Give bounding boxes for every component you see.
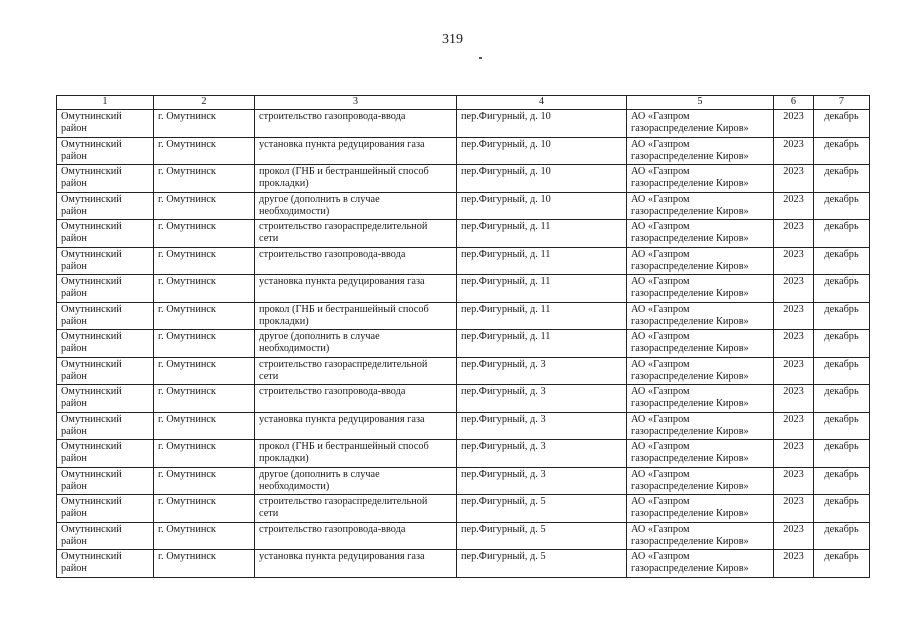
cell-month: декабрь [814,467,870,495]
table-row [57,550,870,578]
cell-year: 2023 [774,220,814,248]
cell-organization: АО «Газпром газораспределение Киров» [627,550,774,578]
cell-year: 2023 [774,165,814,193]
cell-year: 2023 [774,357,814,385]
cell-district: Омутнинский район [57,330,154,358]
header-row [57,96,870,110]
cell-district: Омутнинский район [57,192,154,220]
cell-address: пер.Фигурный, д. 3 [457,412,627,440]
cell-address: пер.Фигурный, д. 5 [457,550,627,578]
cell-settlement: г. Омутнинск [154,385,255,413]
cell-organization: АО «Газпром газораспределение Киров» [627,220,774,248]
cell-work-type: прокол (ГНБ и бестраншейный способ прокладки) [255,302,457,330]
cell-address: пер.Фигурный, д. 3 [457,385,627,413]
cell-district: Омутнинский район [57,137,154,165]
cell-month: декабрь [814,495,870,523]
column-header-5: 5 [627,96,774,110]
cell-month: декабрь [814,192,870,220]
cell-work-type: установка пункта редуцирования газа [255,275,457,303]
cell-settlement: г. Омутнинск [154,275,255,303]
cell-settlement: г. Омутнинск [154,330,255,358]
cell-year: 2023 [774,550,814,578]
cell-settlement: г. Омутнинск [154,192,255,220]
table-body [57,110,870,578]
cell-district: Омутнинский район [57,550,154,578]
cell-district: Омутнинский район [57,385,154,413]
cell-address: пер.Фигурный, д. 10 [457,110,627,138]
cell-organization: АО «Газпром газораспределение Киров» [627,192,774,220]
cell-month: декабрь [814,275,870,303]
cell-settlement: г. Омутнинск [154,137,255,165]
cell-settlement: г. Омутнинск [154,522,255,550]
cell-year: 2023 [774,495,814,523]
cell-settlement: г. Омутнинск [154,220,255,248]
table-row [57,467,870,495]
cell-organization: АО «Газпром газораспределение Киров» [627,412,774,440]
cell-address: пер.Фигурный, д. 10 [457,137,627,165]
work-schedule-table [56,95,870,578]
cell-settlement: г. Омутнинск [154,247,255,275]
cell-organization: АО «Газпром газораспределение Киров» [627,440,774,468]
cell-work-type: строительство газораспределительной сети [255,220,457,248]
column-header-6: 6 [774,96,814,110]
cell-settlement: г. Омутнинск [154,165,255,193]
cell-month: декабрь [814,385,870,413]
cell-district: Омутнинский район [57,220,154,248]
cell-work-type: строительство газопровода-ввода [255,247,457,275]
cell-address: пер.Фигурный, д. 3 [457,357,627,385]
cell-district: Омутнинский район [57,302,154,330]
cell-year: 2023 [774,412,814,440]
cell-month: декабрь [814,440,870,468]
cell-address: пер.Фигурный, д. 11 [457,302,627,330]
table-row [57,440,870,468]
cell-organization: АО «Газпром газораспределение Киров» [627,110,774,138]
cell-work-type: строительство газопровода-ввода [255,110,457,138]
cell-year: 2023 [774,302,814,330]
cell-year: 2023 [774,467,814,495]
cell-settlement: г. Омутнинск [154,495,255,523]
cell-address: пер.Фигурный, д. 5 [457,495,627,523]
cell-settlement: г. Омутнинск [154,302,255,330]
cell-district: Омутнинский район [57,495,154,523]
cell-work-type: установка пункта редуцирования газа [255,412,457,440]
cell-month: декабрь [814,330,870,358]
cell-address: пер.Фигурный, д. 10 [457,165,627,193]
column-header-7: 7 [814,96,870,110]
cell-month: декабрь [814,522,870,550]
column-header-3: 3 [255,96,457,110]
cell-work-type: строительство газопровода-ввода [255,522,457,550]
cell-year: 2023 [774,110,814,138]
cell-address: пер.Фигурный, д. 11 [457,275,627,303]
cell-organization: АО «Газпром газораспределение Киров» [627,165,774,193]
cell-district: Омутнинский район [57,467,154,495]
table-row [57,275,870,303]
cell-work-type: установка пункта редуцирования газа [255,137,457,165]
cell-work-type: строительство газопровода-ввода [255,385,457,413]
cell-month: декабрь [814,110,870,138]
cell-organization: АО «Газпром газораспределение Киров» [627,495,774,523]
cell-year: 2023 [774,330,814,358]
cell-settlement: г. Омутнинск [154,357,255,385]
cell-organization: АО «Газпром газораспределение Киров» [627,357,774,385]
table-row [57,385,870,413]
cell-year: 2023 [774,275,814,303]
table-row [57,220,870,248]
cell-work-type: строительство газораспределительной сети [255,357,457,385]
cell-address: пер.Фигурный, д. 3 [457,440,627,468]
column-header-2: 2 [154,96,255,110]
cell-settlement: г. Омутнинск [154,550,255,578]
cell-year: 2023 [774,137,814,165]
cell-district: Омутнинский район [57,110,154,138]
cell-year: 2023 [774,247,814,275]
table-row [57,522,870,550]
cell-organization: АО «Газпром газораспределение Киров» [627,137,774,165]
cell-year: 2023 [774,192,814,220]
cell-month: декабрь [814,302,870,330]
cell-district: Омутнинский район [57,357,154,385]
cell-month: декабрь [814,357,870,385]
cell-district: Омутнинский район [57,412,154,440]
scan-speck [479,57,482,59]
cell-work-type: прокол (ГНБ и бестраншейный способ прокладки) [255,165,457,193]
table-row [57,357,870,385]
cell-address: пер.Фигурный, д. 3 [457,467,627,495]
cell-address: пер.Фигурный, д. 10 [457,192,627,220]
cell-month: декабрь [814,137,870,165]
cell-organization: АО «Газпром газораспределение Киров» [627,467,774,495]
cell-month: декабрь [814,412,870,440]
cell-month: декабрь [814,247,870,275]
cell-district: Омутнинский район [57,522,154,550]
table-row [57,137,870,165]
cell-organization: АО «Газпром газораспределение Киров» [627,330,774,358]
cell-organization: АО «Газпром газораспределение Киров» [627,247,774,275]
cell-settlement: г. Омутнинск [154,110,255,138]
cell-address: пер.Фигурный, д. 11 [457,220,627,248]
cell-address: пер.Фигурный, д. 11 [457,330,627,358]
cell-work-type: другое (дополнить в случае необходимости) [255,330,457,358]
table-row [57,302,870,330]
cell-work-type: строительство газораспределительной сети [255,495,457,523]
table-row [57,330,870,358]
page-number: 319 [442,32,463,47]
table-row [57,165,870,193]
cell-organization: АО «Газпром газораспределение Киров» [627,385,774,413]
cell-organization: АО «Газпром газораспределение Киров» [627,275,774,303]
cell-address: пер.Фигурный, д. 5 [457,522,627,550]
cell-month: декабрь [814,165,870,193]
table-row [57,495,870,523]
cell-address: пер.Фигурный, д. 11 [457,247,627,275]
cell-district: Омутнинский район [57,440,154,468]
cell-settlement: г. Омутнинск [154,412,255,440]
column-header-1: 1 [57,96,154,110]
cell-organization: АО «Газпром газораспределение Киров» [627,522,774,550]
table-row [57,110,870,138]
table-row [57,412,870,440]
column-header-4: 4 [457,96,627,110]
cell-work-type: другое (дополнить в случае необходимости) [255,192,457,220]
table-row [57,192,870,220]
cell-month: декабрь [814,220,870,248]
cell-district: Омутнинский район [57,275,154,303]
cell-year: 2023 [774,440,814,468]
cell-district: Омутнинский район [57,247,154,275]
cell-work-type: установка пункта редуцирования газа [255,550,457,578]
cell-organization: АО «Газпром газораспределение Киров» [627,302,774,330]
cell-district: Омутнинский район [57,165,154,193]
cell-settlement: г. Омутнинск [154,467,255,495]
cell-year: 2023 [774,385,814,413]
table-row [57,247,870,275]
cell-year: 2023 [774,522,814,550]
cell-month: декабрь [814,550,870,578]
cell-work-type: другое (дополнить в случае необходимости) [255,467,457,495]
cell-settlement: г. Омутнинск [154,440,255,468]
cell-work-type: прокол (ГНБ и бестраншейный способ прокладки) [255,440,457,468]
